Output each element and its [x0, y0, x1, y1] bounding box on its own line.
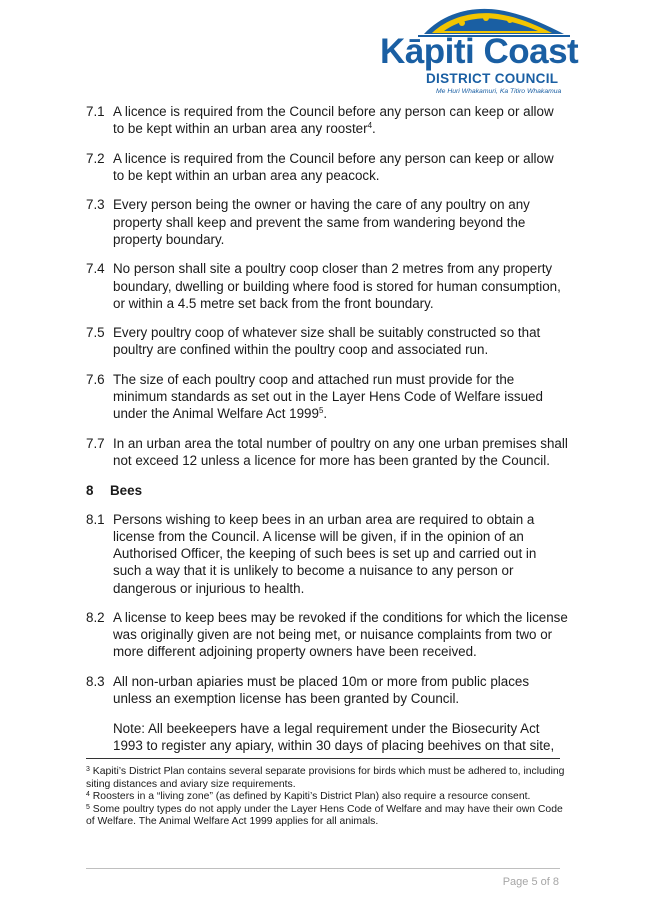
clause-number: 8.1 — [86, 511, 105, 527]
clause-text: In an urban area the total number of poultry on any one urban premises shall not exceed 12 unless a licence for more has been granted by the Council. — [113, 435, 568, 469]
clause-number: 7.7 — [86, 435, 105, 451]
footnote-mark: 5 — [86, 803, 90, 811]
section-title: Bees — [110, 482, 143, 498]
clause-8-3 — [86, 673, 568, 707]
clause-7-7 — [86, 435, 568, 469]
clause-7-6: 7.6 The size of each poultry coop and attached run must provide for the minimum standards as set out in the Layer Hens Code of Welfare issued under the Animal Welfare Act 1999$^5$. — [86, 371, 543, 422]
section-number: 8 — [86, 482, 94, 498]
clause-number: 7.1 — [86, 104, 105, 119]
org-name: Kāpiti Coast — [380, 32, 579, 71]
footnotes — [86, 766, 566, 829]
clause-text: All non-urban apiaries must be placed 10m or more from public places unless an exemption license has been granted by Council. — [113, 673, 530, 707]
footnote-ref: 5 — [318, 406, 324, 416]
clause-7-1: 7.1 A licence is required from the Council before any person can keep or allow to be kept within an urban area any rooster$^4$. — [86, 104, 554, 137]
footnote-ref: 4 — [367, 121, 373, 131]
clause-text: A license to keep bees may be revoked if the conditions for which the license was originally given are not being met, or nuisance complaints from two or more different adjoining property owners have been received. — [113, 610, 568, 660]
clause-number: 7.6 — [86, 371, 105, 387]
section-heading-bees — [86, 482, 568, 499]
clause-number: 7.5 — [86, 325, 105, 341]
footnote-text: Roosters in a “living zone” (as defined by Kapiti’s District Plan) also require a resource consent. — [89, 791, 531, 803]
footer-divider — [86, 868, 560, 869]
page-number: Page 5 of 8 — [502, 876, 559, 888]
footnote-4 — [86, 791, 566, 804]
footnote-3 — [86, 766, 566, 791]
clause-number: 7.3 — [86, 197, 105, 213]
clause-number: 8.2 — [86, 610, 105, 626]
clause-text: Persons wishing to keep bees in an urban area are required to obtain a license from the Council. A license will be given, if in the opinion of an Authorised Officer, the keeping of such bees is set up and carried out in such a way that it is unlikely to become a nuisance to any person or dangerous or injurious to health. — [113, 511, 537, 596]
org-tagline: Me Huri Whakamuri, Ka Titiro Whakamua — [436, 88, 562, 95]
clause-text: A licence is required from the Council before any person can keep or allow to be kept within an urban area any peacock. — [113, 150, 554, 183]
footnote-mark: 3 — [86, 766, 90, 773]
document-body — [86, 103, 568, 754]
org-subtitle: DISTRICT COUNCIL — [426, 71, 559, 86]
clause-8-1 — [86, 511, 568, 597]
biosecurity-note: Note: All beekeepers have a legal requirement under the Biosecurity Act 1993 to register any apiary, within 30 days of placing beehives on that site, — [113, 720, 555, 753]
footnote-mark: 4 — [86, 791, 90, 799]
clause-number: 7.2 — [86, 150, 105, 166]
clause-7-3 — [86, 196, 568, 248]
clause-8-2 — [86, 609, 568, 661]
clause-7-2 — [86, 150, 568, 184]
clause-number: 7.4 — [86, 261, 105, 277]
footnote-divider — [86, 758, 560, 759]
clause-7-5 — [86, 324, 568, 358]
footnote-text: Some poultry types do not apply under the Layer Hens Code of Welfare and may have their own Code of Welfare. The Animal Welfare Act 1999 applies for all animals. — [86, 803, 563, 828]
footnote-5 — [86, 804, 566, 829]
clause-text: A licence is required from the Council before any person can keep or allow to be kept within an urban area any rooster — [113, 104, 554, 137]
clause-text: Every poultry coop of whatever size shall be suitably constructed so that poultry are confined within the poultry coop and associated run. — [113, 325, 541, 358]
clause-text: No person shall site a poultry coop closer than 2 metres from any property boundary, dwelling or building where food is stored for human consumption, or within a 4.5 metre set back from the front boundary. — [113, 261, 561, 311]
clause-7-4 — [86, 260, 568, 312]
clause-text: Every person being the owner or having the care of any poultry on any property shall keep and prevent the same from wandering beyond the property boundary. — [113, 197, 530, 247]
footnote-text: Kapiti’s District Plan contains several separate provisions for birds which must be adhered to, including siting distances and aviary size requirements. — [86, 766, 565, 790]
clause-text: The size of each poultry coop and attached run must provide for the minimum standards as set out in the Layer Hens Code of Welfare issued under the Animal Welfare Act 1999 — [113, 371, 543, 422]
council-logo — [378, 4, 579, 100]
clause-number: 8.3 — [86, 673, 105, 689]
